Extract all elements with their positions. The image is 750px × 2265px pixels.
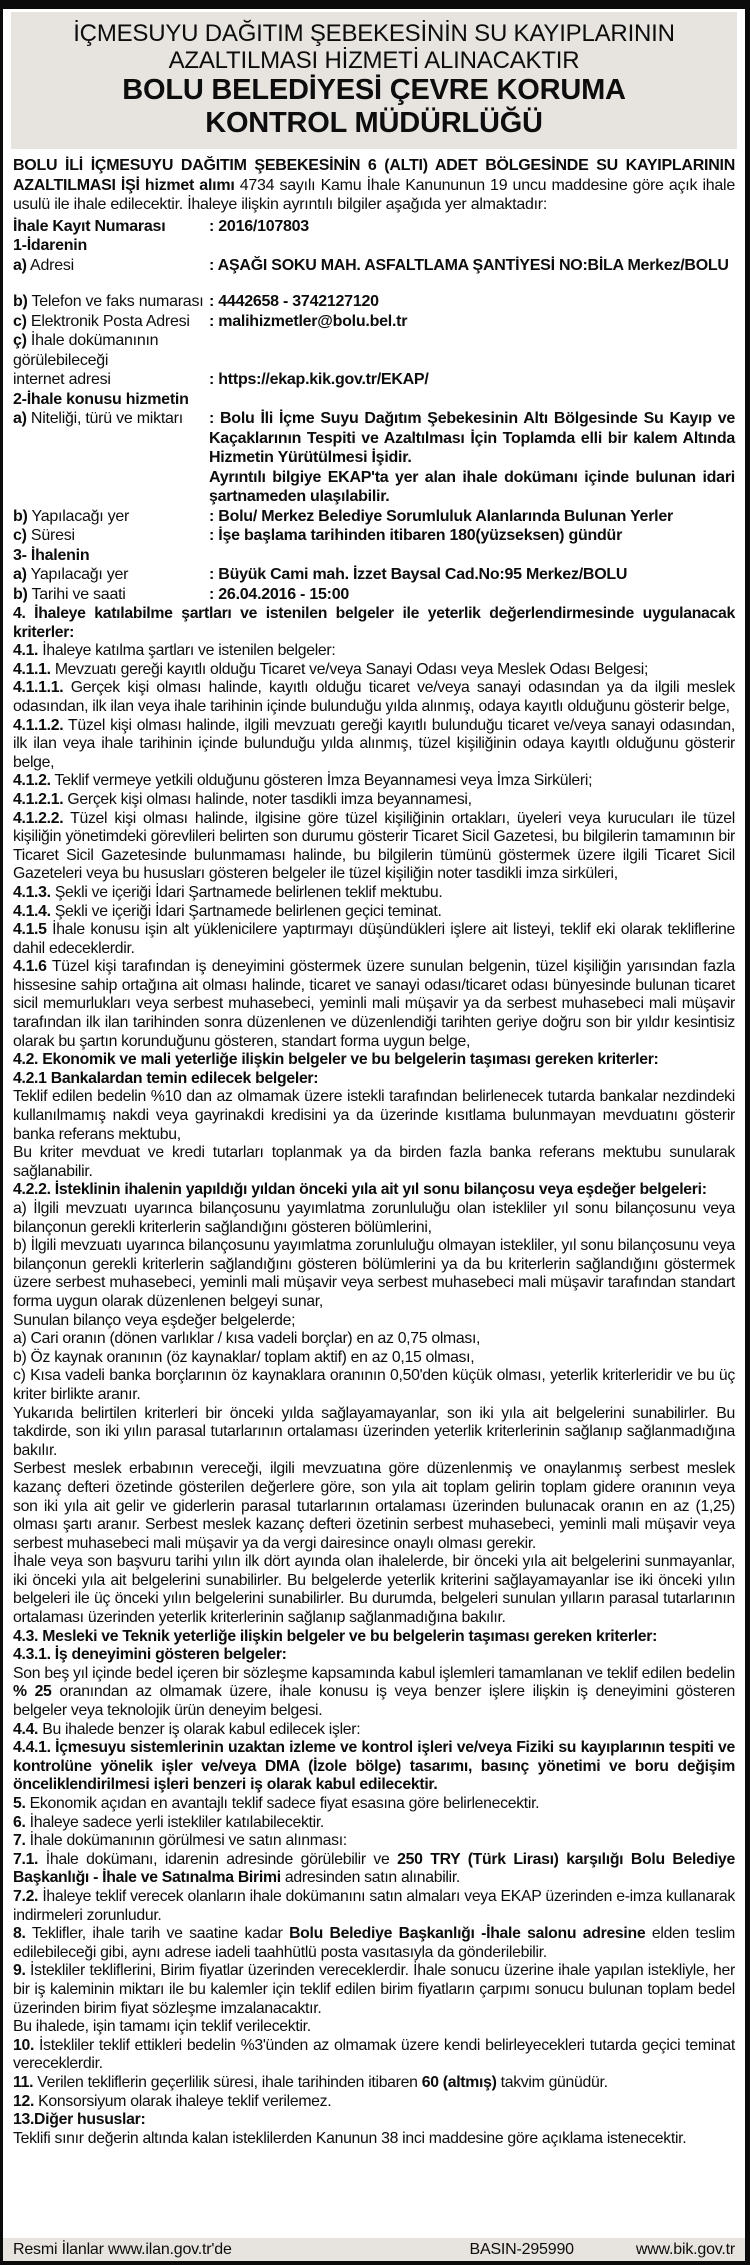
text-segment: İstekliler teklif ettikleri bedelin %3'ünden az olmamak üzere kendi belirleyecekleri tutarda geçici teminat vereceklerdir.: [13, 2036, 735, 2073]
body-paragraph: [13, 661, 735, 680]
body-paragraph: [13, 884, 735, 903]
row-value: [209, 217, 735, 237]
tender-info-row: [13, 292, 735, 312]
text-segment: Gerçek kişi olması halinde, noter tasdikli imza beyannamesi,: [63, 790, 472, 808]
text-segment: 13.Diğer hususlar:: [13, 2111, 146, 2129]
text-segment: Verilen tekliflerin geçerlilik süresi, ihale tarihinden itibaren: [33, 2073, 422, 2091]
row-label: [13, 526, 209, 546]
body-paragraph: [13, 1237, 735, 1311]
row-label: [13, 312, 209, 332]
row-value: [209, 256, 735, 276]
body-paragraph: [13, 1460, 735, 1553]
text-segment: İhaleye katılma şartları ve istenilen belgeler:: [38, 642, 336, 660]
text-segment: İhaleye teklif verecek olanların ihale dokümanını satın almaları veya EKAP üzerinden e-imza kullanarak indirmeleri zorunludur.: [13, 1887, 735, 1924]
text-segment: 4.1.1.: [13, 660, 51, 678]
body-paragraph: [13, 810, 735, 884]
title-line-3: BOLU BELEDİYESİ ÇEVRE KORUMA: [122, 74, 626, 106]
text-segment: adresinden satın alınabilir.: [280, 1869, 461, 1887]
body-paragraph: [13, 1795, 735, 1814]
text-segment: 5.: [13, 1795, 26, 1812]
text-segment: Yapılacağı yer: [26, 566, 129, 583]
body-paragraph: [13, 642, 735, 661]
text-segment: Bolu Belediye Başkanlığı -İhale salonu adresine: [289, 1925, 646, 1943]
body-paragraph: [13, 1312, 735, 1331]
announcement-body: [13, 605, 735, 2148]
row-label: [13, 409, 209, 429]
text-segment: a): [13, 410, 27, 427]
row-label: [13, 217, 209, 237]
body-paragraph: [13, 1925, 735, 1962]
body-paragraph: [13, 1739, 735, 1795]
row-value: [209, 507, 735, 527]
text-segment: 4.1.5: [13, 921, 47, 939]
body-paragraph: [13, 1200, 735, 1237]
text-segment: b): [13, 585, 28, 603]
text-segment: 4734 sayılı Kamu İhale Kanununun 19 uncu maddesine göre açık ihale usulü ile ihale edilecektir. İhaleye ilişkin ayrıntılı bilgiler aşağıda yer almaktadır:: [13, 176, 736, 213]
body-paragraph: [13, 1051, 735, 1070]
text-segment: İstekliler tekliflerini, Birim fiyatlar üzerinden vereceklerdir. İhale sonucu üzerine ihale yapılan istekliyle, her bir iş kaleminin miktarı ile bu kalemler için teklif edilen birim fiyatların çarpımı sonucu bulunan toplam bedel üzerinden birim fiyat sözleşme imzalanacaktır.: [13, 1962, 735, 2017]
text-segment: Son beş yıl içinde bedel içeren bir sözleşme kapsamında kabul işlemleri tamamlanan ve teklif edilen bedelin: [13, 1664, 735, 1682]
body-paragraph: [13, 1144, 735, 1181]
body-paragraph: [13, 2130, 735, 2149]
text-segment: b): [13, 293, 28, 310]
text-segment: Bu ihalede benzer iş olarak kabul edilecek işler:: [38, 1720, 361, 1738]
text-segment: 7.1.: [13, 1850, 39, 1868]
text-segment: elden teslim edilebileceği gibi, aynı adrese iadeli taahhütlü posta vasıtasıyla da gönderilebilir.: [13, 1925, 735, 1961]
text-segment: 12.: [13, 2092, 35, 2110]
text-segment: c) Kısa vadeli banka borçlarının öz kaynaklara oranının 0,50'den küçük olması, yeterlik kriterleridir ve bu üç kriter birlikte aranır.: [13, 1367, 735, 1403]
body-paragraph: [13, 772, 735, 791]
text-segment: a) İlgili mevzuatı uyarınca bilançosunu yayımlatma zorunluluğu olan istekliler yıl sonu bilançosunu veya bilançonun gerekli kriterlerin sağlandığını gösteren bölümlerini,: [13, 1200, 735, 1236]
body-paragraph: [13, 958, 735, 1051]
row-value: [209, 370, 735, 390]
row-value: [209, 409, 735, 507]
text-segment: 4.1.4.: [13, 902, 51, 920]
text-segment: İhale dokümanının görülebileceği: [13, 332, 159, 369]
body-paragraph: [13, 791, 735, 810]
section-heading: 3- İhalenin: [13, 546, 90, 564]
tender-info-row: [13, 565, 735, 585]
text-segment: Teklifler, ihale tarih ve saatine kadar: [25, 1925, 290, 1943]
text-segment: 7.: [13, 1832, 26, 1850]
text-segment: 4.2.2. İsteklinin ihalenin yapıldığı yıldan önceki yıla ait yıl sonu bilançosu veya eşdeğer belgeleri:: [13, 1181, 707, 1199]
text-segment: a) Cari oranın (dönen varlıklar / kısa vadeli borçlar) en az 0,75 olması,: [13, 1330, 481, 1348]
text-segment: Serbest meslek erbabının vereceği, ilgili mevzuatına göre düzenlenmiş ve onaylanmış serbest meslek kazanç defteri özetinde gösterilen değerlere göre, son yıla ait toplam gelirin toplam gidere oranının veya son iki yıla ait gelir ve giderlerin parasal tutarlarının ortalaması üzerinden bulunacak oranın en az (1,25) olması şartı aranır. Serbest meslek kazanç defteri özetinin serbest muhasebeci, yeminli mali müşavir veya serbest muhasebeci mali müşavir ya da vergi dairesince onaylı olması gerekir.: [13, 1460, 735, 1552]
text-segment: Telefon ve faks numarası: [27, 293, 204, 310]
tender-info-row: [13, 217, 735, 237]
text-segment: : 4442658 - 3742127120: [209, 293, 379, 310]
body-paragraph: [13, 1088, 735, 1144]
text-segment: Ayrıntılı bilgiye EKAP'ta yer alan ihale dokümanı içinde bulunan idari şartnameden ulaşılabilir.: [209, 468, 735, 505]
footer-bar: [3, 2238, 745, 2261]
body-paragraph: [13, 1330, 735, 1349]
text-segment: İhale konusu işin alt yüklenicilere yaptırmayı düşündükleri işlere ait listeyi, teklif eki olarak tekliflerine dahil edeceklerdir.: [13, 921, 735, 957]
text-segment: : Bolu İli İçme Suyu Dağıtım Şebekesinin Altı Bölgesinde Su Kayıp ve Kaçaklarının Tespiti ve Azaltılması İçin Toplamda elli bir kalem Altında Hizmetin Yürütülmesi İşidir.: [209, 410, 735, 466]
text-segment: 6.: [13, 1813, 26, 1831]
body-paragraph: [13, 717, 735, 773]
body-paragraph: [13, 1349, 735, 1368]
body-paragraph: [13, 2037, 735, 2074]
text-segment: Konsorsiyum olarak ihaleye teklif verilemez.: [34, 2092, 332, 2110]
text-segment: 10.: [13, 2036, 35, 2054]
row-label: [13, 292, 209, 312]
text-segment: Yukarıda belirtilen kriterleri bir önceki yılda sağlayamayanlar, son iki yıla ait belgelerini sunabilirler. Bu takdirde, son iki yılın parasal tutarlarının ortalaması üzerinden yeterlik kriterlerinin sağlanıp sağlanmadığına bakılır.: [13, 1404, 735, 1459]
text-segment: 7.2.: [13, 1887, 39, 1905]
intro-paragraph: [13, 156, 735, 215]
text-segment: a): [13, 256, 27, 274]
body-paragraph: [13, 1814, 735, 1833]
text-segment: Gerçek kişi olması halinde, kayıtlı olduğu ticaret ve/veya sanayi odasından ya da ilgili meslek odasından, ilk ilan veya ihale tarihinin içinde bulunduğu yılda alınmış, odaya kayıtlı olduğunu gösterir belge,: [13, 679, 735, 715]
text-segment: Bu kriter mevduat ve kredi tutarları toplanmak ya da birden fazla banka referans mektubu sunularak sağlanabilir.: [13, 1144, 735, 1180]
footer-basin-number: BASIN-295990: [469, 2240, 574, 2258]
text-segment: % 25: [13, 1683, 52, 1701]
text-segment: : Bolu/ Merkez Belediye Sorumluluk Alanlarında Bulunan Yerler: [209, 507, 673, 525]
text-segment: : 2016/107803: [209, 217, 309, 235]
row-label: [13, 565, 209, 585]
footer-official-ads-text: Resmi İlanlar www.ilan.gov.tr'de: [13, 2240, 232, 2258]
text-segment: Tüzel kişi tarafından iş deneyimini göstermek üzere sunulan belgenin, tüzel kişiliğin yarısından fazla hissesine sahip ortağına ait olması halinde, ticaret ve sanayi odası/ticaret odası bünyesinde bulunan ticaret sicil memurlukları veya serbest muhasebeci, yeminli mali müşavir ya da serbest muhasebeci mali müşavir tarafından ilk ilan tarihinden sonra düzenlenen ve düzenlendiği tarihten geriye doğru son bir yıldır kesintisiz olarak bu şartın korunduğunu gösteren, standart forma uygun belge,: [13, 958, 735, 1050]
text-segment: 4.1.1.2.: [13, 716, 64, 734]
text-segment: c): [13, 527, 27, 544]
body-paragraph: [13, 679, 735, 716]
text-segment: b) İlgili mevzuatı uyarınca bilançosunu yayımlatma zorunluluğu olmayan istekliler, yıl sonu bilançosunu veya bilançonun gerekli kriterlerin sağlandığını gösteren bölümlerini ya da bu kriterlerin sağlandığını göstermek üzere serbest muhasebeci, yeminli mali müşavir veya serbest muhasebeci mali müşavir tarafından standart forma uygun olarak düzenlenen belgeyi sunar,: [13, 1237, 735, 1310]
tender-info-row: [13, 312, 735, 332]
body-paragraph: [13, 1181, 735, 1200]
body-paragraph: [13, 1721, 735, 1740]
text-segment: 4.2.1 Bankalardan temin edilecek belgeler:: [13, 1069, 319, 1087]
row-value: [209, 565, 735, 585]
body-paragraph: [13, 1888, 735, 1925]
text-segment: 250 TRY (Türk Lirası) karşılığı Bolu Belediye Başkanlığı - İhale ve Satınalma Birimi: [13, 1850, 736, 1887]
body-paragraph: [13, 1851, 735, 1888]
body-paragraph: [13, 1665, 735, 1721]
body-paragraph: [13, 921, 735, 958]
text-segment: a): [13, 566, 27, 583]
text-segment: 4.1.2.1.: [13, 790, 64, 808]
tender-info-row: [13, 585, 735, 605]
body-paragraph: [13, 1553, 735, 1627]
text-segment: İhale Kayıt Numarası: [13, 217, 166, 235]
body-paragraph: [13, 1962, 735, 2018]
text-segment: İhale dokümanının görülmesi ve satın alınması:: [25, 1832, 347, 1850]
footer-bik-url: www.bik.gov.tr: [635, 2240, 735, 2258]
text-segment: b) Öz kaynak oranının (öz kaynaklar/ toplam aktif) en az 0,15 olması,: [13, 1348, 475, 1366]
text-segment: Teklif vermeye yetkili olduğunu gösteren İmza Beyannamesi veya İmza Sirküleri;: [50, 772, 593, 790]
text-segment: 8.: [13, 1925, 26, 1943]
text-segment: 4.1.: [13, 642, 39, 660]
text-segment: 4.4.: [13, 1720, 39, 1738]
text-segment: 4.1.1.1.: [13, 679, 64, 697]
body-paragraph: [13, 1070, 735, 1089]
text-segment: 60 (altmış): [421, 2073, 497, 2091]
tender-info-row: [13, 507, 735, 527]
row-value: [209, 526, 735, 546]
text-segment: Tüzel kişi olması halinde, ilgisine göre tüzel kişiliğinin ortakları, üyeleri veya kurucuları ile tüzel kişiliğin yönetimdeki görevlileri belirten son durumu gösterir Ticaret Sicil Gazetesi, bu bilgilerin tamamının bir Ticaret Sicil Gazetesinde bulunmaması halinde, bu bilgilerin tümünü göstermek üzere ilgili Ticaret Sicil Gazeteleri veya bu hususları gösteren belgeler ile tüzel kişiliğin noter tasdikli imza sirküleri,: [13, 809, 735, 883]
body-paragraph: [13, 1628, 735, 1647]
row-label: [13, 256, 209, 276]
body-paragraph: [13, 2018, 735, 2037]
text-segment: Sunulan bilanço veya eşdeğer belgelerde;: [13, 1311, 296, 1329]
row-value: [209, 292, 735, 312]
text-segment: 4.1.2.2.: [13, 809, 64, 827]
body-paragraph: [13, 1832, 735, 1851]
text-segment: Niteliği, türü ve miktarı: [26, 410, 183, 427]
text-segment: Şekli ve içeriği İdari Şartnamede belirlenen teklif mektubu.: [50, 883, 443, 901]
row-label: [13, 331, 209, 390]
text-segment: Tarihi ve saati: [27, 585, 126, 603]
text-segment: 4.4.1. İçmesuyu sistemlerinin uzaktan izleme ve kontrol işleri ve/veya Fiziki su kayıplarının tespiti ve kontrolüne yönelik işler ve/veya DMA (İzole bölge) tasarımı, basınç yönetimi ve boru değişim önceliklendirilmesi işleri benzeri iş olarak kabul edilecektir.: [13, 1739, 735, 1794]
text-segment: 9.: [13, 1962, 26, 1980]
body-paragraph: [13, 1367, 735, 1404]
text-segment: Şekli ve içeriği İdari Şartnamede belirlenen geçici teminat.: [50, 902, 442, 920]
text-segment: Adresi: [26, 256, 74, 274]
text-segment: Süresi: [26, 527, 75, 544]
text-segment: b): [13, 507, 28, 525]
text-segment: Ekonomik açıdan en avantajlı teklif sadece fiyat esasına göre belirlenecektir.: [25, 1795, 540, 1812]
text-segment: 4.2. Ekonomik ve mali yeterliğe ilişkin belgeler ve bu belgelerin taşıması gereken kriterler:: [13, 1051, 659, 1069]
row-value: [209, 312, 735, 332]
text-segment: İhale dokümanı, idarenin adresinde görülebilir ve: [38, 1850, 398, 1868]
body-paragraph: [13, 1646, 735, 1665]
text-segment: Elektronik Posta Adresi: [26, 312, 190, 330]
title-line-4: KONTROL MÜDÜRLÜĞÜ: [205, 107, 543, 139]
text-segment: 4.1.2.: [13, 772, 51, 790]
title-line-2: AZALTILMASI HİZMETİ ALINACAKTIR: [168, 47, 580, 74]
text-segment: 11.: [13, 2073, 34, 2091]
text-segment: 4.1.3.: [13, 883, 51, 901]
tender-info-row: [13, 331, 735, 390]
body-paragraph: [13, 903, 735, 922]
text-segment: c): [13, 312, 27, 330]
text-segment: : AŞAĞI SOKU MAH. ASFALTLAMA ŞANTİYESİ NO:BİLA Merkez/BOLU: [209, 256, 729, 274]
announcement-header: [11, 12, 737, 149]
text-segment: : malihizmetler@bolu.bel.tr: [209, 312, 408, 330]
section-heading: 2-İhale konusu hizmetin: [13, 390, 189, 408]
text-segment: : Büyük Cami mah. İzzet Baysal Cad.No:95 Merkez/BOLU: [209, 566, 628, 583]
text-segment: Bu ihalede, işin tamamı için teklif verilecektir.: [13, 2018, 311, 2036]
text-segment: : İşe başlama tarihinden itibaren 180(yüzseksen) gündür: [209, 527, 623, 544]
title-line-1: İÇMESUYU DAĞITIM ŞEBEKESİNİN SU KAYIPLARININ: [73, 20, 675, 47]
tender-info-row: [13, 409, 735, 507]
text-segment: BOLU İLİ İÇMESUYU DAĞITIM ŞEBEKESİNİN 6 (ALTI) ADET BÖLGESİNDE SU KAYIPLARININ AZALTILMASI İŞİ hizmet alımı: [13, 157, 735, 194]
body-paragraph: [13, 2074, 735, 2093]
body-paragraph: [13, 1405, 735, 1461]
text-segment: Yapılacağı yer: [27, 507, 130, 525]
text-segment: : 26.04.2016 - 15:00: [209, 585, 349, 603]
text-segment: 4.1.6: [13, 958, 47, 976]
body-paragraph: [13, 605, 735, 642]
tender-info-table: [13, 217, 735, 605]
text-segment: Tüzel kişi olması halinde, ilgili mevzuatı gereği kayıtlı bulunduğu ticaret ve/veya sanayi odasından, ilk ilan veya ihale tarihinin içinde bulunduğu yılda alınmış, tüzel kişiliğinin odaya kayıtlı olduğunu gösterir belge,: [13, 716, 735, 771]
tender-info-row: [13, 256, 735, 276]
body-paragraph: [13, 2093, 735, 2112]
section-heading: 1-İdarenin: [13, 237, 87, 254]
text-segment: Mevzuatı gereği kayıtlı olduğu Ticaret ve/veya Sanayi Odası veya Meslek Odası Belgesi;: [50, 660, 649, 678]
text-segment: 4. İhaleye katılabilme şartları ve istenilen belgeler ile yeterlik değerlendirmesinde uygulanacak kriterler:: [13, 605, 735, 641]
body-paragraph: [13, 2111, 735, 2130]
text-segment: oranından az olmamak üzere, ihale konusu iş veya benzer işlere ilişkin iş deneyimini gösteren belgeler veya teknolojik ürün deneyim belgesi.: [13, 1683, 735, 1720]
text-segment: 4.3. Mesleki ve Teknik yeterliğe ilişkin belgeler ve bu belgelerin taşıması gereken kriterler:: [13, 1627, 658, 1645]
row-label: [13, 507, 209, 527]
text-segment: Teklif edilen bedelin %10 dan az olmamak üzere istekli tarafından belirlenecek tutarda bankalar nezdindeki kullanılmamış nakdi veya gayrinakdi kredisini ya da üzerinde kısıtlama bulunmayan mevduatını gösterir banka referans mektubu,: [13, 1088, 735, 1143]
text-segment: İhaleye sadece yerli istekliler katılabilecektir.: [25, 1813, 325, 1831]
row-value: [209, 585, 735, 605]
text-segment: : https://ekap.kik.gov.tr/EKAP/: [209, 371, 429, 388]
text-segment: ç): [13, 332, 27, 349]
text-segment: takvim günüdür.: [496, 2073, 608, 2091]
text-segment: Teklifi sınır değerin altında kalan isteklilerden Kanunun 38 inci maddesine göre açıklama istenecektir.: [13, 2129, 687, 2147]
text-segment: 4.3.1. İş deneyimini gösteren belgeler:: [13, 1646, 287, 1664]
row-label: [13, 585, 209, 605]
text-segment: İhale veya son başvuru tarihi yılın ilk dört ayında olan ihalelerde, bir önceki yıla ait belgelerini sunmayanlar, iki önceki yıla ait belgelerini sunabilirler. Bu belgelerde yeterlik kriterini sağlayamayanlar ise iki önceki yılın belgeleri ile üç önceki yılın belgelerini sunabilirler. Bu durumda, belgeleri sunulan yılların parasal tutarlarının ortalaması üzerinden yeterlik kriterlerinin sağlanıp sağlanmadığına bakılır.: [13, 1553, 735, 1627]
tender-info-row: [13, 526, 735, 546]
text-segment: internet adresi: [13, 371, 111, 388]
